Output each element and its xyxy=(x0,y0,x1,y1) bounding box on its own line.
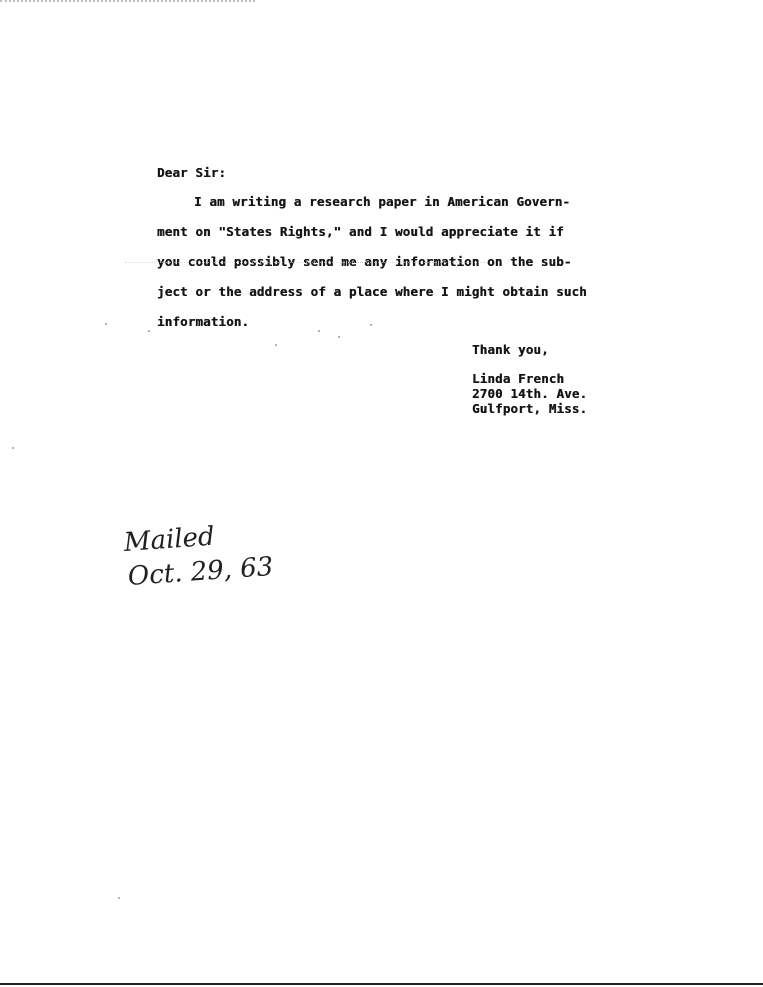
closing: Thank you, xyxy=(472,342,549,357)
speck xyxy=(338,336,340,338)
top-edge-dots xyxy=(0,0,255,4)
salutation: Dear Sir: xyxy=(157,165,227,180)
ink-smudge xyxy=(125,262,485,273)
speck xyxy=(105,323,107,325)
speck xyxy=(12,447,14,449)
signature-street: 2700 14th. Ave. xyxy=(472,386,588,401)
speck xyxy=(318,330,320,332)
speck xyxy=(118,897,120,899)
body-line-5: information. xyxy=(157,314,250,329)
signature-name: Linda French xyxy=(472,371,565,386)
body-line-2: ment on "States Rights," and I would appreciate it if xyxy=(157,224,564,239)
body-line-3: you could possibly send me any information on the sub- xyxy=(157,254,572,269)
signature-city: Gulfport, Miss. xyxy=(472,401,588,416)
speck xyxy=(370,324,372,326)
speck xyxy=(148,330,150,332)
body-line-4: ject or the address of a place where I might obtain such xyxy=(157,284,587,299)
handwritten-date: Oct. 29, 63 xyxy=(126,551,275,592)
bottom-edge-line xyxy=(0,983,763,985)
speck xyxy=(275,344,277,346)
handwritten-mailed: Mailed xyxy=(122,521,216,558)
body-line-1: I am writing a research paper in American Govern- xyxy=(194,194,571,209)
